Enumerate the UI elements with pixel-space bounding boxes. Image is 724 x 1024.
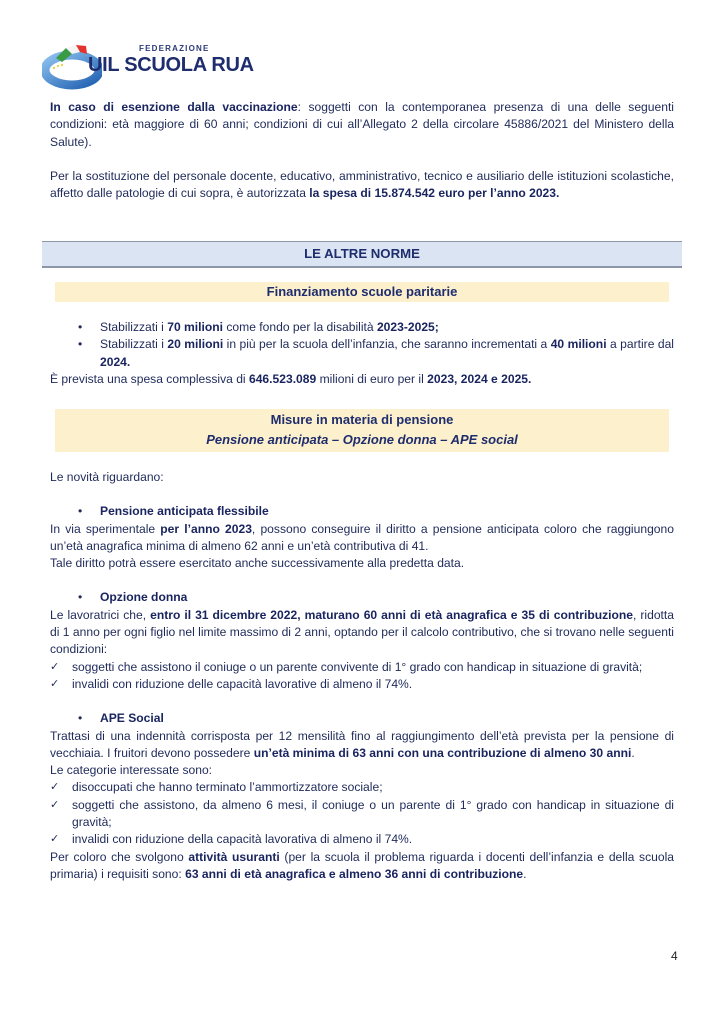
text: Stabilizzati i [100, 320, 168, 334]
checkmark-icon: ✓ [50, 798, 60, 811]
checkmark-icon: ✓ [50, 833, 60, 846]
checkmark-icon: ✓ [50, 781, 60, 794]
total-spending-paragraph [50, 371, 674, 388]
text: Per la sostituzione del personale docente, educativo, amministrativo, tecnico e ausiliario delle istituzioni scolastiche, affetto dalle patologie di cui sopra, è autorizzata [50, 168, 674, 201]
donna-paragraph [50, 607, 674, 659]
pensione-intro: Le novità riguardano: [50, 470, 164, 484]
text: (per la scuola il problema riguarda i docenti dell’infanzia e della scuola primaria) i requisiti sono: [50, 849, 675, 881]
bold-text: In caso di esenzione dalla vaccinazione [50, 100, 298, 114]
text: disoccupati che hanno terminato l’ammortizzatore sociale; [72, 780, 383, 795]
pensione-title: Misure in materia di pensione [270, 412, 454, 427]
bullet-icon: • [78, 320, 83, 334]
text: , ridotta di 1 anno per ogni figlio nel limite massimo di 2 anni, optando per il calcolo contributivo, che si trovano nelle seguenti condizioni: [50, 607, 674, 657]
list-item [50, 319, 674, 336]
bold-text: per l’anno 2023 [160, 521, 252, 536]
bullet-icon: • [78, 337, 83, 352]
text: soggetti che assistono il coniuge o un parente convivente di 1° grado con handicap in situazione di gravità; [72, 659, 643, 674]
text: Le lavoratrici che, [50, 607, 151, 622]
flessibile-paragraph [50, 521, 674, 556]
list-item [50, 710, 674, 727]
text: . [631, 745, 635, 760]
text: Trattasi di una indennità corrisposta per 12 mensilità fino al raggiungimento dell’età prevista per la pensione di vecchiaia. I fruitori devono possedere [50, 728, 674, 760]
bold-text: 63 anni di età anagrafica e almeno 36 anni di contribuzione [185, 866, 524, 881]
donna-heading: Opzione donna [100, 590, 188, 605]
bullet-icon: • [78, 590, 83, 605]
bold-text: un’età minima di 63 anni con una contribuzione di almeno 30 anni [253, 745, 632, 760]
check-list-item [50, 676, 674, 693]
text: in più per la scuola dell’infanzia, che saranno incrementati a [223, 337, 551, 352]
subsection-header-pensione [55, 409, 669, 452]
list-item [50, 589, 674, 606]
bold-text: attività usuranti [188, 849, 280, 864]
text: In via sperimentale [50, 521, 161, 536]
donna-heading-list [50, 589, 674, 606]
text: invalidi con riduzione delle capacità lavorative di almeno il 74%. [72, 676, 413, 691]
bullet-icon: • [78, 504, 83, 519]
logo-title: UIL SCUOLA RUA [88, 54, 254, 76]
intro-section [50, 99, 674, 202]
checkmark-icon: ✓ [50, 660, 60, 673]
list-item [50, 336, 674, 371]
text: Stabilizzati i [100, 337, 168, 352]
section-header-altre-norme: LE ALTRE NORME [42, 241, 682, 268]
vaccination-exemption-paragraph [50, 99, 674, 151]
ape-heading-list [50, 710, 674, 727]
usuranti-paragraph [50, 849, 674, 884]
bold-text: 646.523.089 [248, 371, 317, 386]
subsection-header-paritarie: Finanziamento scuole paritarie [55, 282, 669, 302]
text: Per coloro che svolgono [50, 849, 189, 864]
text: . [523, 866, 527, 881]
check-list-item [50, 659, 674, 676]
pensione-subtitle: Pensione anticipata – Opzione donna – APE social [206, 432, 518, 447]
check-list-item [50, 797, 674, 832]
bold-text: entro il 31 dicembre 2022, maturano 60 anni di età anagrafica e 35 di contribuzione [150, 607, 634, 622]
bold-text: 2023-2025; [376, 320, 439, 334]
bold-text: 2024. [100, 354, 131, 369]
text: È prevista una spesa complessiva di [50, 371, 249, 386]
bullet-icon: • [78, 711, 83, 726]
bold-text: la spesa di 15.874.542 euro per l’anno 2023. [309, 186, 560, 201]
ape-categories-intro: Le categorie interessate sono: [50, 763, 213, 778]
text: : soggetti con la contemporanea presenza di una delle seguenti condizioni: età maggiore di 60 anni; condizioni di cui all’Allegato 2 della circolare 45886/2021 del Ministero della Salute). [50, 100, 674, 149]
paritarie-bullet-list [50, 319, 674, 371]
text: soggetti che assistono, da almeno 6 mesi, il coniuge o un parente di 1° grado con handicap in situazione di gravità; [72, 797, 674, 830]
flessibile-heading-list [50, 503, 674, 520]
logo-subtitle: FEDERAZIONE [139, 44, 210, 53]
list-item [50, 503, 674, 520]
pensione-section [50, 469, 674, 883]
bold-text: 40 milioni [550, 337, 607, 352]
ape-paragraph [50, 728, 674, 763]
text: a partire dal [606, 337, 674, 352]
text: , possono conseguire il diritto a pensione anticipata coloro che raggiungono un’età anagrafica minima di almeno 62 anni e un’età contributiva di 41. [50, 521, 674, 553]
ape-heading: APE Social [100, 711, 164, 726]
bold-text: 2023, 2024 e 2025. [427, 371, 532, 386]
flessibile-heading: Pensione anticipata flessibile [100, 504, 269, 519]
text: milioni di euro per il [316, 371, 428, 386]
uil-scuola-rua-logo [42, 40, 254, 90]
page-number: 4 [671, 949, 678, 963]
text: come fondo per la disabilità [223, 320, 377, 334]
flessibile-paragraph-2: Tale diritto potrà essere esercitato anche successivamente alla predetta data. [50, 556, 465, 571]
check-list-item [50, 779, 674, 796]
check-list-item [50, 831, 674, 848]
bold-text: 70 milioni [167, 320, 223, 334]
substitution-paragraph [50, 168, 674, 203]
paritarie-section [50, 319, 674, 388]
text: invalidi con riduzione della capacità lavorativa di almeno il 74%. [72, 832, 413, 847]
checkmark-icon: ✓ [50, 677, 60, 690]
bold-text: 20 milioni [167, 337, 224, 352]
